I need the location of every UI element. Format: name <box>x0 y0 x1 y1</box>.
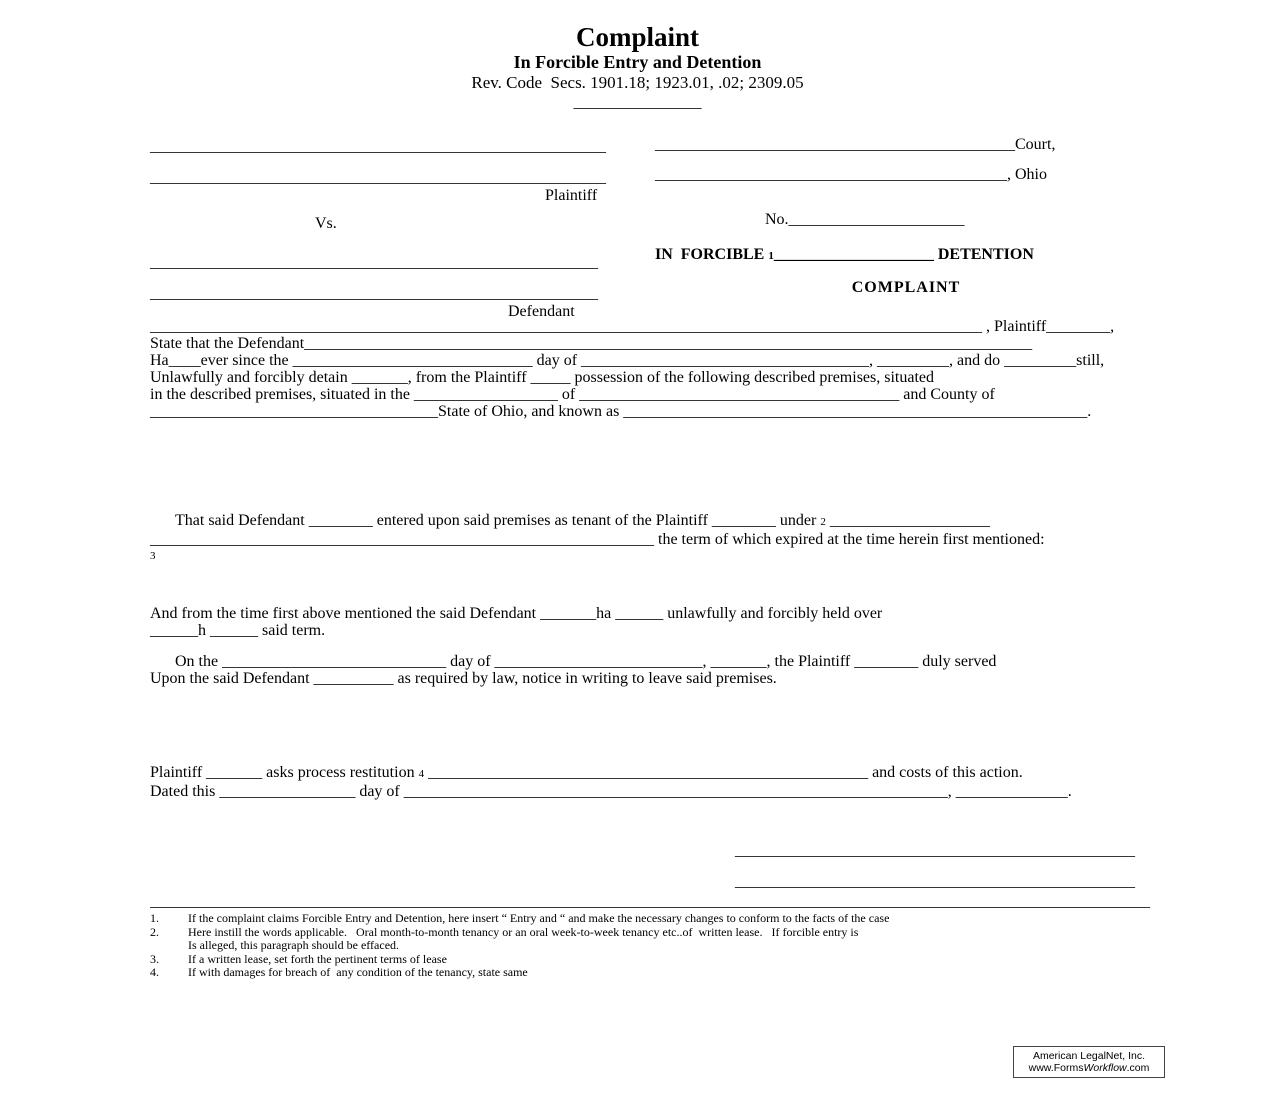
defendant-label: Defendant <box>508 303 575 320</box>
footnote-ref-4: 4 <box>418 768 425 780</box>
body-line: _______________________________________________________________ the term of which expired at the time herein first mentioned: <box>150 531 1045 548</box>
form-subtitle: In Forcible Entry and Detention <box>513 52 762 72</box>
title-block <box>0 22 1275 111</box>
signature-block <box>735 842 1135 890</box>
publisher-box <box>1013 1046 1165 1078</box>
footnote-number: 1. <box>150 911 159 925</box>
rev-code-citation: Rev. Code Secs. 1901.18; 1923.01, .02; 2309.05 <box>471 73 804 92</box>
case-number-blank: No.______________________ <box>765 211 965 228</box>
footnote-number: 4. <box>150 965 159 979</box>
caption-parties-column <box>150 130 625 320</box>
footnote-item <box>150 926 1165 940</box>
court-location-blank: ____________________________________________, Ohio <box>655 166 1047 183</box>
form-title: Complaint <box>575 22 700 52</box>
signature-line-2: __________________________________________________ <box>735 873 1135 890</box>
footnote-number: 3. <box>150 951 159 966</box>
versus-label: Vs. <box>315 215 337 232</box>
plaintiff-label: Plaintiff <box>545 187 598 204</box>
paragraph-prayer <box>150 764 1160 800</box>
publisher-name: American LegalNet, Inc. <box>1032 1050 1146 1062</box>
footnote-ref-1: 1 <box>768 250 774 262</box>
publisher-url-italic: Workflow <box>1083 1062 1127 1074</box>
body-line: State that the Defendant___________________________________________________________________________________________ <box>150 335 1033 352</box>
defendant-name-blank-1: ________________________________________________________ <box>150 254 598 271</box>
footnote-item <box>150 912 1165 926</box>
paragraph-notice <box>150 653 1160 687</box>
footnotes-section <box>150 893 1165 980</box>
paragraph-holdover <box>150 605 1160 639</box>
plaintiff-name-blank-2: _________________________________________________________ <box>150 169 606 186</box>
footnotes-divider-line: _____________________________________________________________________________________________________________________________ <box>150 893 1150 910</box>
body-line: ________________________________________________________________________________________________________ , Plaintiff________, <box>150 318 1115 335</box>
body-line <box>150 512 1160 531</box>
forcible-heading-blank: ____________________ <box>773 246 934 263</box>
footnote-text: If with damages for breach of any condition of the tenancy, state same <box>188 965 528 979</box>
prayer-line-blank: _______________________________________________________ and costs of this action. <box>424 764 1023 781</box>
signature-line-1: __________________________________________________ <box>735 842 1135 859</box>
footnote-text: If a written lease, set forth the pertinent terms of lease <box>188 951 447 966</box>
title-rule-line: ________________ <box>573 94 702 111</box>
body-line: Ha____ever since the ______________________________ day of ____________________________________, _________, and do _________still, <box>150 352 1105 369</box>
paragraph-premises-description <box>150 318 1160 420</box>
body-line: And from the time first above mentioned the said Defendant _______ha ______ unlawfully and forcibly held over <box>150 605 883 622</box>
footnote-number: 2. <box>150 924 159 939</box>
body-line <box>150 764 1160 783</box>
body-line: ____________________________________State of Ohio, and known as __________________________________________________________. <box>150 403 1092 420</box>
caption-court-column <box>625 130 1157 320</box>
forcible-heading-pre: IN FORCIBLE <box>655 246 769 263</box>
publisher-url <box>1016 1062 1162 1074</box>
forcible-detention-heading <box>655 246 1157 265</box>
case-caption <box>150 130 1157 320</box>
defendant-name-blank-2: ________________________________________________________ <box>150 285 598 302</box>
paragraph-tenancy <box>150 512 1160 563</box>
footnote-text: Here instill the words applicable. Oral month-to-month tenancy or an oral week-to-week tenancy etc..of written lease. If forcible entry is <box>188 924 859 939</box>
footnotes-list <box>150 912 1165 980</box>
footnote-ref-2: 2 <box>820 516 826 528</box>
footnote-text-continued: Is alleged, this paragraph should be effaced. <box>188 938 400 952</box>
prayer-line-pre: Plaintiff _______ asks process restitution <box>150 764 419 781</box>
footnote-text: If the complaint claims Forcible Entry and Detention, here insert “ Entry and “ and make the necessary changes to conform to the facts of the case <box>188 911 890 925</box>
dated-line: Dated this _________________ day of ____________________________________________________________________, ______________. <box>150 783 1072 800</box>
body-line: On the ____________________________ day of __________________________, _______, the Plaintiff ________ duly served <box>175 653 997 670</box>
complaint-heading: COMPLAINT <box>851 279 961 296</box>
forcible-heading-post: DETENTION <box>933 246 1034 263</box>
footnote-ref-3: 3 <box>150 550 156 562</box>
body-line: ______h ______ said term. <box>150 622 326 639</box>
tenancy-line-blank: ____________________ <box>825 512 990 529</box>
footnote-item <box>150 966 1165 980</box>
body-line: in the described premises, situated in the __________________ of ________________________________________ and County of <box>150 386 995 403</box>
body-line: Upon the said Defendant __________ as required by law, notice in writing to leave said premises. <box>150 670 777 687</box>
plaintiff-name-blank-1: _________________________________________________________ <box>150 138 606 155</box>
publisher-url-pre: www.Forms <box>1028 1062 1084 1074</box>
publisher-url-post: .com <box>1126 1062 1150 1074</box>
body-line: Unlawfully and forcibly detain _______, from the Plaintiff _____ possession of the following described premises, situated <box>150 369 935 386</box>
footnote-item <box>150 953 1165 967</box>
court-name-blank: _____________________________________________Court, <box>655 136 1056 153</box>
tenancy-line-pre: That said Defendant ________ entered upon said premises as tenant of the Plaintiff ________ under <box>175 512 821 529</box>
